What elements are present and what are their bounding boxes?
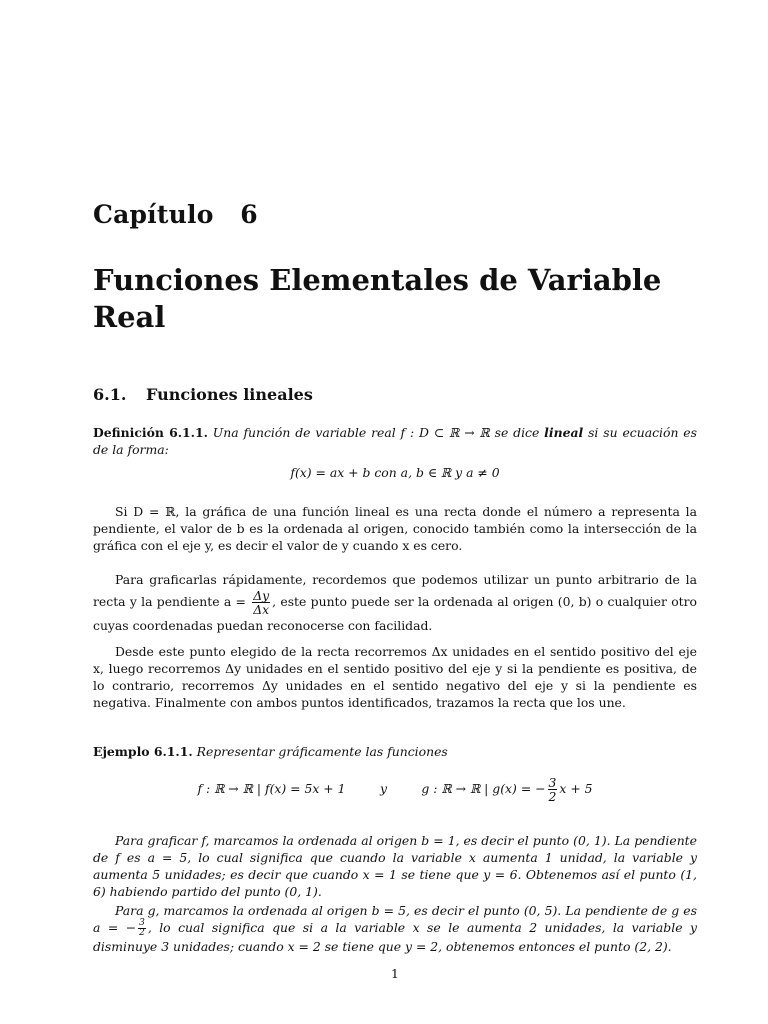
g-denominator: 2 xyxy=(548,789,557,804)
g-fraction xyxy=(548,776,558,803)
paragraph-2 xyxy=(93,570,697,635)
paragraph-4-text: Para graficar f, marcamos la ordenada al origen b = 1, es decir el punto (0, 1). La pendiente de f es a = 5, lo cual significa que cuando la variable x aumenta 1 unidad, la variable y aumenta 5 unidades; es decir que cuando x = 1 se tiene que y = 6. Obtenemos así el punto (1, 6) habiendo partido del punto (0, 1). xyxy=(93,833,697,899)
function-f: f : ℝ → ℝ | f(x) = 5x + 1 xyxy=(197,781,346,796)
paragraph-5-text-a: Para g, marcamos la ordenada al origen b = 5, es decir el punto (0, 5). La pendiente de g es a = − xyxy=(93,903,697,935)
chapter-heading: Capítulo 6 xyxy=(93,200,258,229)
slope-numerator: Δy xyxy=(253,588,270,603)
function-g-a: g : ℝ → ℝ | g(x) = − xyxy=(421,781,546,796)
paragraph-2-text-b: , este punto puede ser la ordenada al origen (0, b) o cualquier otro cuyas coordenadas puedan reconocerse con facilidad. xyxy=(93,594,698,633)
definition-formula: f(x) = ax + b con a, b ∈ ℝ y a ≠ 0 xyxy=(290,465,500,480)
function-g-b: x + 5 xyxy=(559,781,593,796)
page-number: 1 xyxy=(391,966,399,981)
section-number: 6.1. xyxy=(93,385,127,404)
example-formulas xyxy=(93,776,697,803)
example-label: Ejemplo 6.1.1. xyxy=(93,744,193,759)
slope-fraction xyxy=(252,589,270,616)
example xyxy=(93,743,697,760)
section-title: Funciones lineales xyxy=(146,385,313,404)
paragraph-5-text-b: , lo cual significa que si a la variable x se le aumenta 2 unidades, la variable y disminuye 3 unidades; cuando x = 2 se tiene que y = 2, obtenemos entonces el punto (2, 2). xyxy=(93,920,697,954)
slope-g-fraction xyxy=(138,919,146,938)
paragraph-3-text: Desde este punto elegido de la recta recorremos Δx unidades en el sentido positivo del eje x, luego recorremos Δy unidades en el sentido positivo del eje y si la pendiente es positiva, de lo contrario, recorremos Δy unidades en el sentido negativo del eje y si la pendiente es negativa. Finalmente con ambos puntos identificados, trazamos la recta que los une. xyxy=(93,644,697,710)
conjunction-y: y xyxy=(379,781,387,796)
slope-g-denominator: 2 xyxy=(139,928,145,938)
paragraph-5 xyxy=(93,902,697,955)
paragraph-2-text-a: Para graficarlas rápidamente, recordemos que podemos utilizar un punto arbitrario de la recta y la pendiente a = xyxy=(93,572,697,609)
definition-text-a: Una función de variable real f : D ⊂ ℝ → ℝ se dice xyxy=(212,425,545,440)
definition-term: lineal xyxy=(544,425,584,440)
slope-g-numerator: 3 xyxy=(139,918,145,928)
paragraph-3 xyxy=(93,643,697,711)
chapter-title: Funciones Elementales de Variable Real xyxy=(93,263,662,334)
definition-text-b: si su ecuación es de la forma: xyxy=(93,425,697,457)
slope-denominator: Δx xyxy=(253,602,270,617)
paragraph-4 xyxy=(93,832,697,900)
section-heading xyxy=(93,385,313,404)
paragraph-1 xyxy=(93,503,697,554)
definition-label: Definición 6.1.1. xyxy=(93,425,208,440)
g-numerator: 3 xyxy=(548,775,557,790)
definition xyxy=(93,424,697,458)
example-text: Representar gráficamente las funciones xyxy=(196,744,448,759)
paragraph-1-text: Si D = ℝ, la gráfica de una función lineal es una recta donde el número a representa la pendiente, el valor de b es la ordenada al origen, conocido también como la intersección de la gráfica con el eje y, es decir el valor de y cuando x es cero. xyxy=(93,504,697,553)
